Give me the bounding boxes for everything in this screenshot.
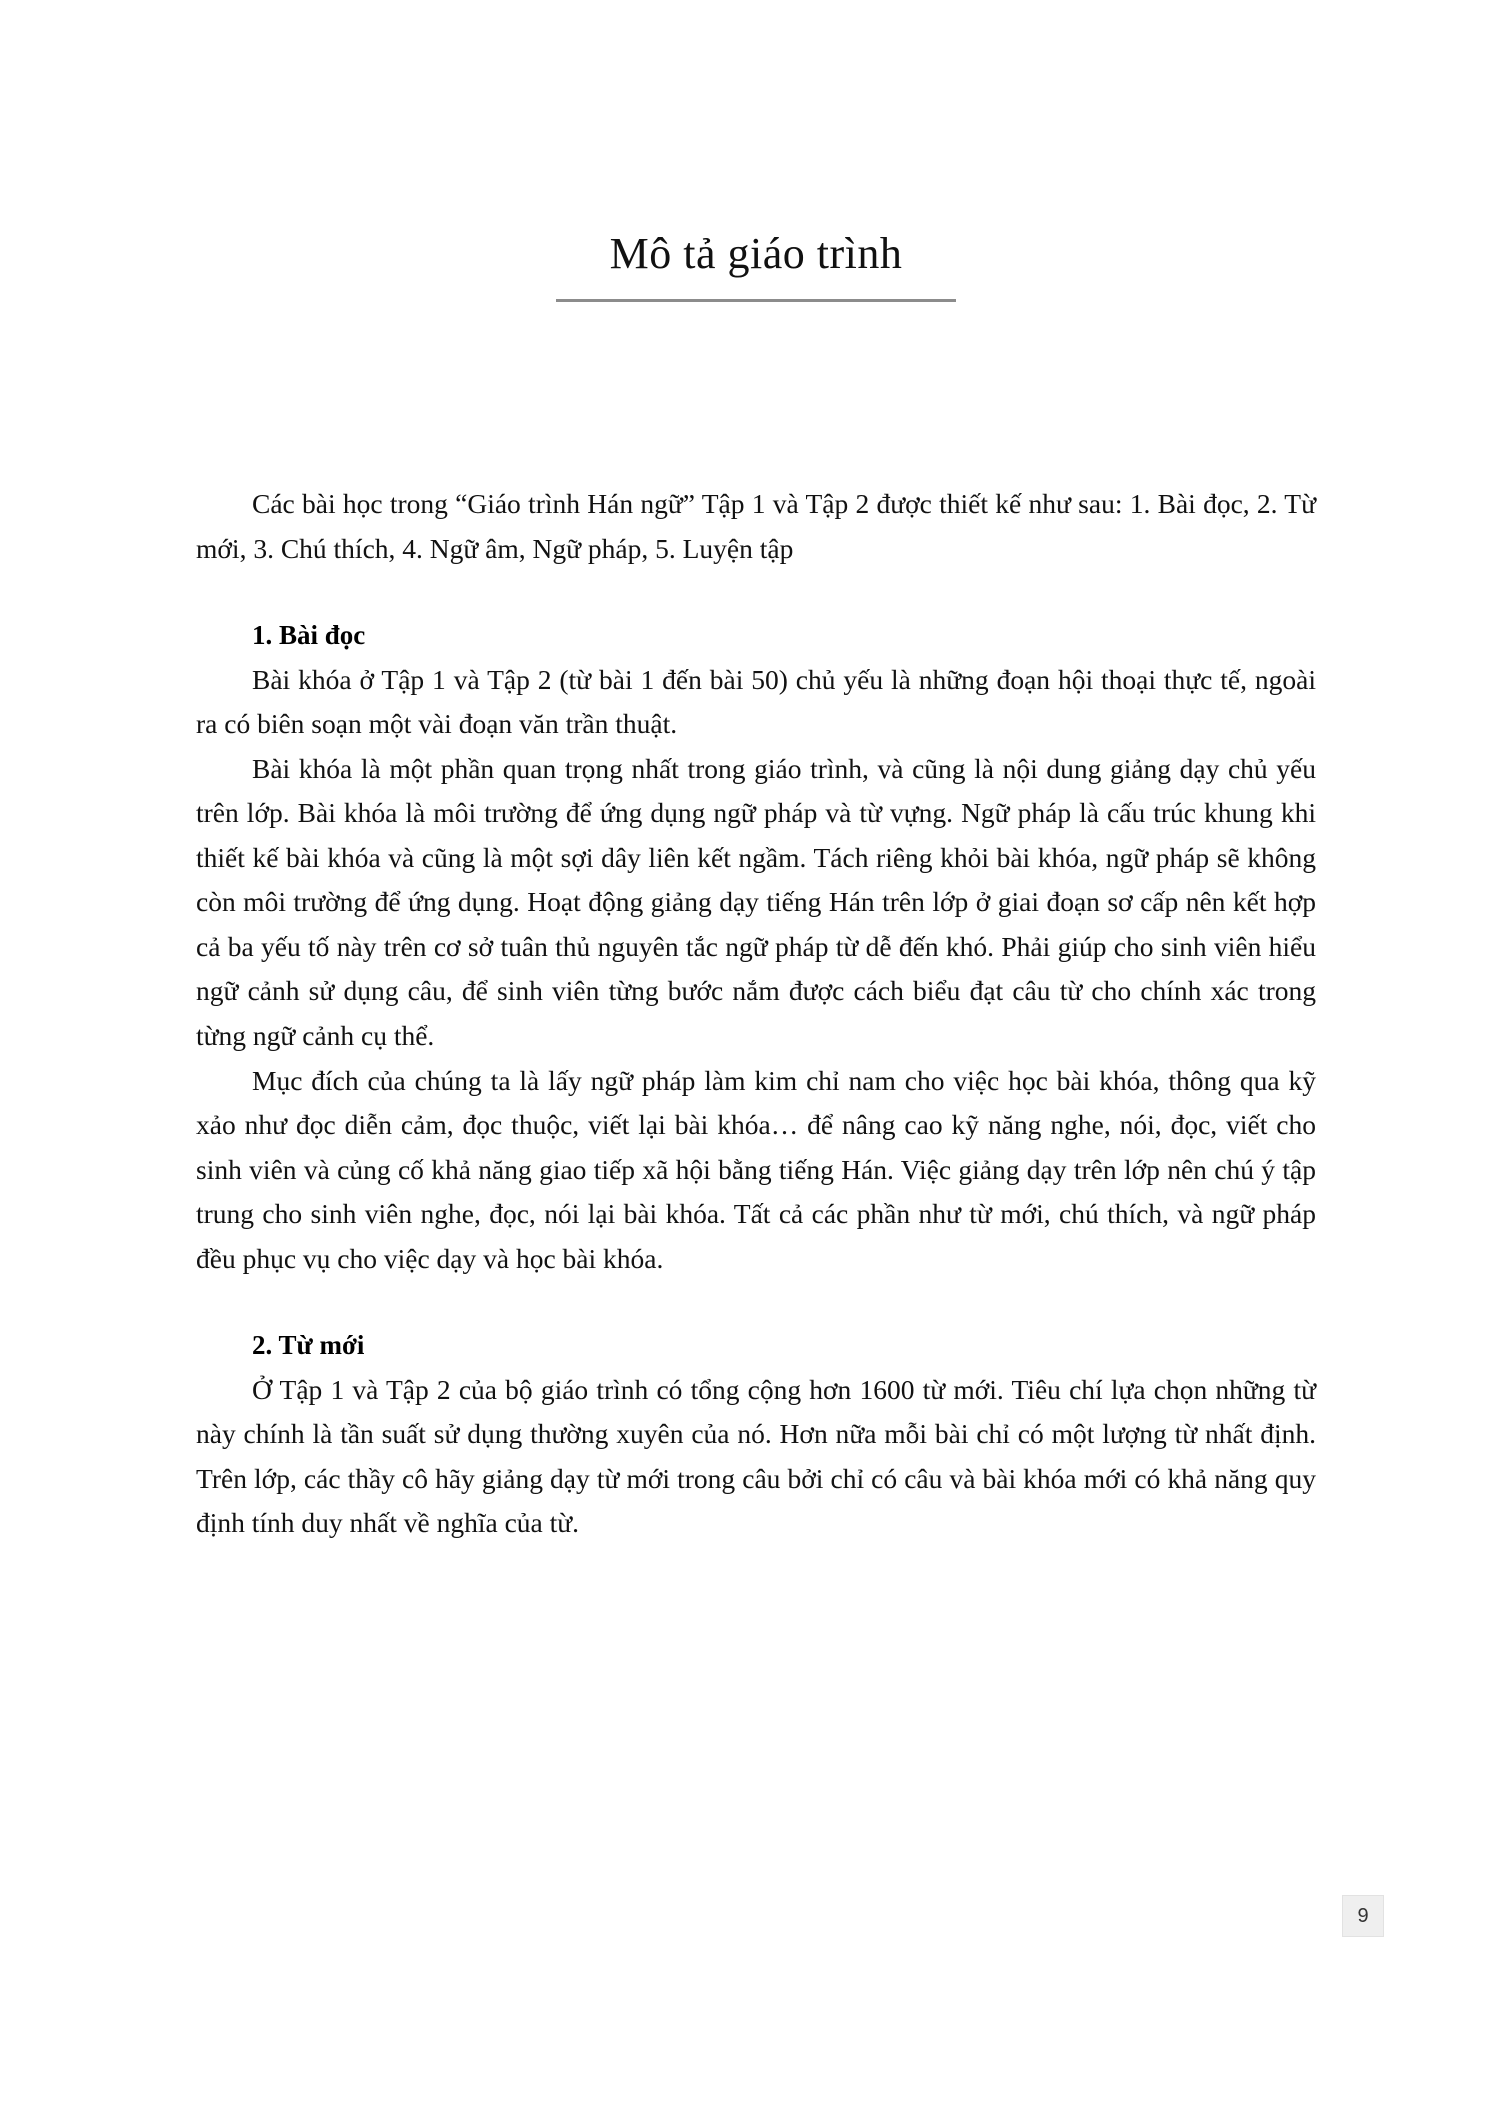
section-body-1 xyxy=(196,658,1316,1282)
paragraph: Bài khóa ở Tập 1 và Tập 2 (từ bài 1 đến bài 50) chủ yếu là những đoạn hội thoại thực tế, ngoài ra có biên soạn một vài đoạn văn trần thuật. xyxy=(196,663,1316,740)
section-body-2 xyxy=(196,1368,1316,1546)
section-heading-2: 2. Từ mới xyxy=(252,1330,365,1361)
paragraph: Bài khóa là một phần quan trọng nhất trong giáo trình, và cũng là nội dung giảng dạy chủ yếu trên lớp. Bài khóa là môi trường để ứng dụng ngữ pháp và từ vựng. Ngữ pháp là cấu trúc khung khi thiết kế bài khóa và cũng là một sợi dây liên kết ngầm. Tách riêng khỏi bài khóa, ngữ pháp sẽ không còn môi trường để ứng dụng. Hoạt động giảng dạy tiếng Hán trên lớp ở giai đoạn sơ cấp nên kết hợp cả ba yếu tố này trên cơ sở tuân thủ nguyên tắc ngữ pháp từ dễ đến khó. Phải giúp cho sinh viên hiểu ngữ cảnh sử dụng câu, để sinh viên từng bước nắm được cách biểu đạt câu từ cho chính xác trong từng ngữ cảnh cụ thể. xyxy=(196,752,1316,1051)
intro-block xyxy=(196,482,1316,571)
paragraph: Mục đích của chúng ta là lấy ngữ pháp làm kim chỉ nam cho việc học bài khóa, thông qua kỹ xảo như đọc diễn cảm, đọc thuộc, viết lại bài khóa… để nâng cao kỹ năng nghe, nói, đọc, viết cho sinh viên và củng cố khả năng giao tiếp xã hội bằng tiếng Hán. Việc giảng dạy trên lớp nên chú ý tập trung cho sinh viên nghe, đọc, nói lại bài khóa. Tất cả các phần như từ mới, chú thích, và ngữ pháp đều phục vụ cho việc dạy và học bài khóa. xyxy=(196,1064,1316,1274)
page-number-badge xyxy=(1342,1895,1384,1937)
page-title: Mô tả giáo trình xyxy=(609,229,903,278)
section-heading-1: 1. Bài đọc xyxy=(252,620,366,651)
page-number-text: 9 xyxy=(1357,1904,1369,1927)
page-content xyxy=(196,0,1316,1546)
title-underline-rule xyxy=(556,299,956,302)
intro-paragraph: Các bài học trong “Giáo trình Hán ngữ” Tập 1 và Tập 2 được thiết kế như sau: 1. Bài đọc, 2. Từ mới, 3. Chú thích, 4. Ngữ âm, Ngữ pháp, 5. Luyện tập xyxy=(196,488,1316,564)
paragraph: Ở Tập 1 và Tập 2 của bộ giáo trình có tổng cộng hơn 1600 từ mới. Tiêu chí lựa chọn những từ này chính là tần suất sử dụng thường xuyên của nó. Hơn nữa mỗi bài chỉ có một lượng từ nhất định. Trên lớp, các thầy cô hãy giảng dạy từ mới trong câu bởi chỉ có câu và bài khóa mới có khả năng quy định tính duy nhất về nghĩa của từ. xyxy=(196,1373,1316,1539)
